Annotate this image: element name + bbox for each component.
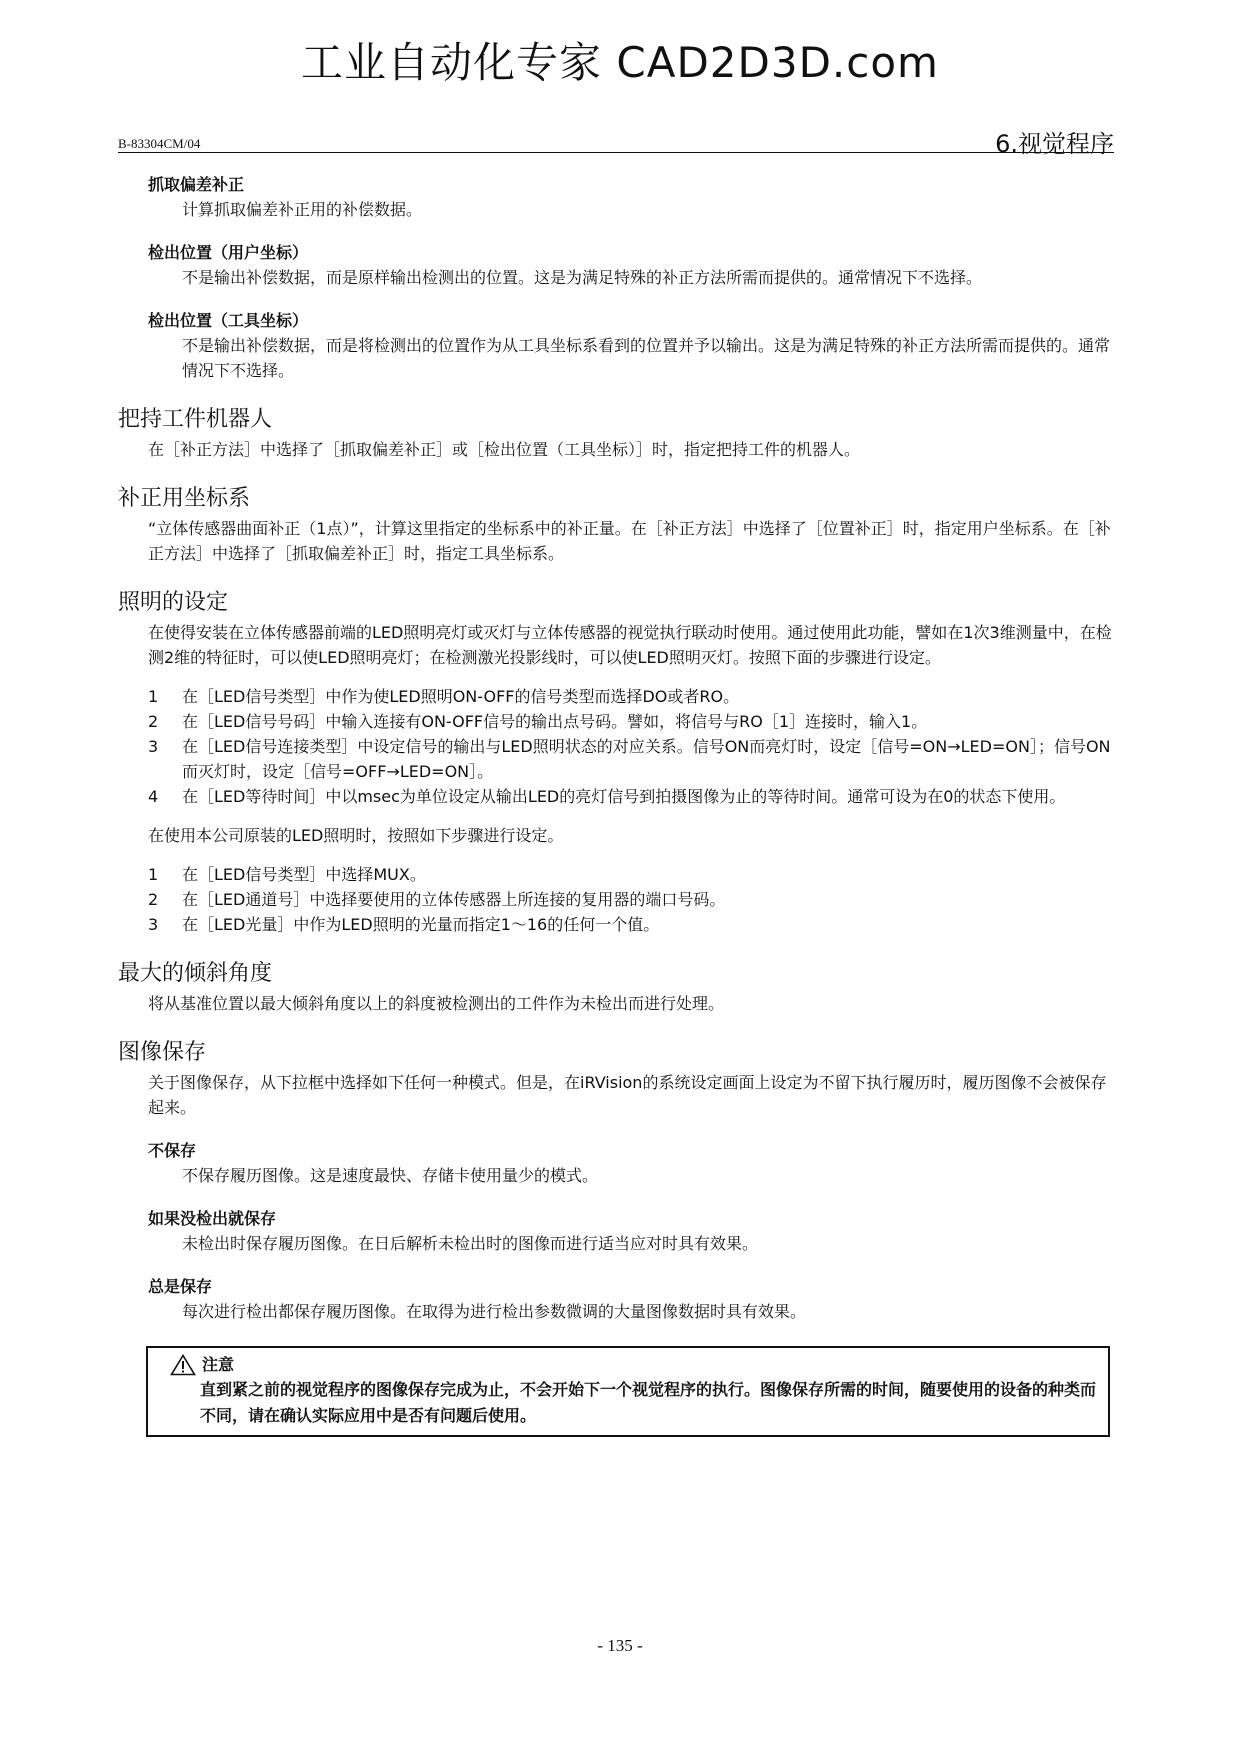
paragraph-offset-frame: “立体传感器曲面补正（1点）”，计算这里指定的坐标系中的补正量。在［补正方法］中选择了［位置补正］时，指定用户坐标系。在［补正方法］中选择了［抓取偏差补正］时，指定工具坐标系。 [148,519,1111,563]
subheading-found-pos-user: 检出位置（用户坐标） [148,243,309,262]
list-item: 3 在［LED光量］中作为LED照明的光量而指定1～16的任何一个值。 [148,915,660,934]
subheading-save-if-not-found: 如果没检出就保存 [148,1209,277,1228]
paragraph-grip-offset: 计算抓取偏差补正用的补偿数据。 [182,200,423,219]
page-number: - 135 - [597,1636,643,1655]
chapter-title: 6.视觉程序 [995,130,1114,158]
paragraph-lighting: 在使得安装在立体传感器前端的LED照明亮灯或灭灯与立体传感器的视觉执行联动时使用。通过使用此功能，譬如在1次3维测量中，在检测2维的特征时，可以使LED照明亮灯；在检测激光投影线时，可以使LED照明灭灯。按照下面的步骤进行设定。 [148,623,1112,667]
list-item: 1 在［LED信号类型］中选择MUX。 [148,865,426,884]
paragraph-always-save: 每次进行检出都保存履历图像。在取得为进行检出参数微调的大量图像数据时具有效果。 [182,1302,807,1321]
subheading-dont-save: 不保存 [148,1141,197,1160]
watermark: 工业自动化专家 CAD2D3D.com [301,38,939,87]
warning-triangle-icon [170,1354,196,1376]
page-content [118,172,1114,1437]
heading-image-save: 图像保存 [118,1040,207,1065]
subheading-grip-offset: 抓取偏差补正 [148,175,245,194]
header-rule [118,152,1114,153]
caution-box [146,1346,1110,1437]
list-item: 2 在［LED通道号］中选择要使用的立体传感器上所连接的复用器的端口号码。 [148,890,726,909]
list-item: 3 在［LED信号连接类型］中设定信号的输出与LED照明状态的对应关系。信号ON而亮灯时，设定［信号=ON→LED=ON］；信号ON而灭灯时，设定［信号=OFF→LED=ON］。 [148,737,1111,781]
paragraph-save-if-not-found: 未检出时保存履历图像。在日后解析未检出时的图像而进行适当应对时具有效果。 [182,1234,759,1253]
doc-code: B-83304CM/04 [118,136,201,151]
paragraph-found-pos-tool: 不是输出补偿数据，而是将检测出的位置作为从工具坐标系看到的位置并予以输出。这是为满足特殊的补正方法所需而提供的。通常情况下不选择。 [182,336,1111,380]
caution-label: 注意 [202,1355,235,1374]
subheading-always-save: 总是保存 [148,1277,213,1296]
paragraph-robot-holding: 在［补正方法］中选择了［抓取偏差补正］或［检出位置（工具坐标）］时，指定把持工件的机器人。 [148,440,861,459]
heading-robot-holding: 把持工件机器人 [118,407,273,432]
list-item: 4 在［LED等待时间］中以msec为单位设定从输出LED的亮灯信号到拍摄图像为止的等待时间。通常可设为在0的状态下使用。 [148,787,1066,806]
caution-title [170,1352,1098,1377]
heading-lighting: 照明的设定 [118,590,229,615]
list-item: 2 在［LED信号号码］中输入连接有ON-OFF信号的输出点号码。譬如，将信号与RO［1］连接时，输入1。 [148,712,928,731]
subheading-found-pos-tool: 检出位置（工具坐标） [148,311,309,330]
heading-offset-frame: 补正用坐标系 [118,486,251,511]
heading-max-tilt: 最大的倾斜角度 [118,961,273,986]
paragraph-max-tilt: 将从基准位置以最大倾斜角度以上的斜度被检测出的工件作为未检出而进行处理。 [148,994,725,1013]
paragraph-dont-save: 不保存履历图像。这是速度最快、存储卡使用量少的模式。 [182,1166,599,1185]
paragraph-found-pos-user: 不是输出补偿数据，而是原样输出检测出的位置。这是为满足特殊的补正方法所需而提供的。通常情况下不选择。 [182,268,983,287]
caution-text: 直到紧之前的视觉程序的图像保存完成为止，不会开始下一个视觉程序的执行。图像保存所需的时间，随要使用的设备的种类而不同，请在确认实际应用中是否有问题后使用。 [200,1380,1097,1425]
paragraph-lighting-original: 在使用本公司原装的LED照明时，按照如下步骤进行设定。 [148,826,564,845]
paragraph-image-save: 关于图像保存，从下拉框中选择如下任何一种模式。但是，在iRVision的系统设定画面上设定为不留下执行履历时，履历图像不会被保存起来。 [148,1073,1107,1117]
list-item: 1 在［LED信号类型］中作为使LED照明ON-OFF的信号类型而选择DO或者RO。 [148,687,740,706]
